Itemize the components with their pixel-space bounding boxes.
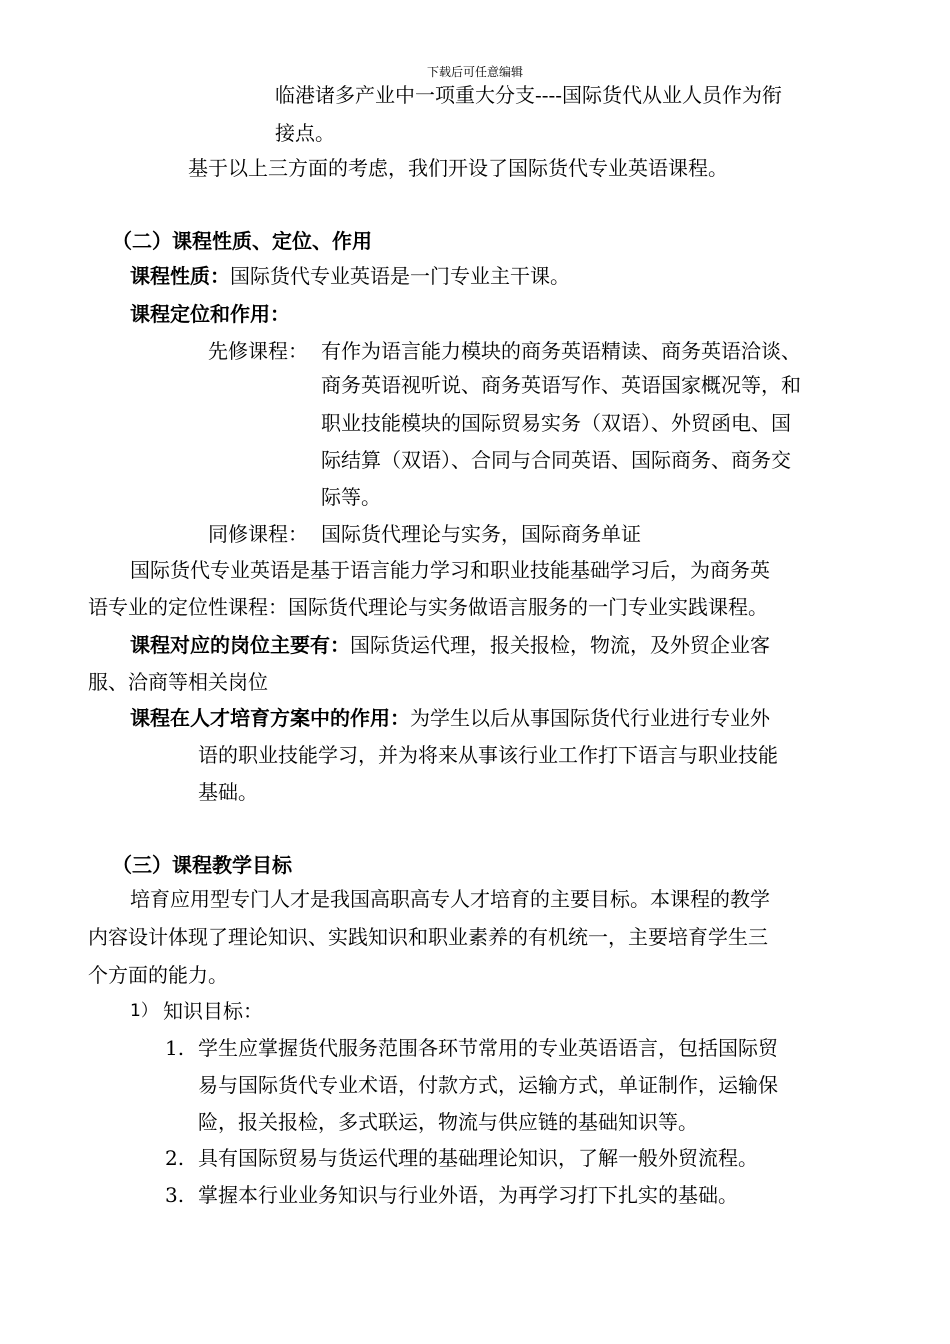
jobs-line-2: 服、洽商等相关岗位	[88, 670, 268, 694]
prereq-line-4: 际结算（双语）、合同与合同英语、国际商务、商务交	[321, 448, 791, 472]
s3-para-line-3: 个方面的能力。	[88, 963, 228, 987]
role-line-3: 基础。	[198, 780, 258, 804]
item-1-num: 1.	[165, 1036, 185, 1060]
item-2-line-1: 具有国际贸易与货运代理的基础理论知识，了解一般外贸流程。	[198, 1146, 758, 1170]
item-3-num: 3.	[165, 1183, 185, 1207]
item-2-num: 2.	[165, 1146, 185, 1170]
course-nature-label: 课程性质：	[130, 264, 230, 288]
role-text: 为学生以后从事国际货代行业进行专业外	[410, 706, 770, 730]
prereq-line-5: 际等。	[321, 485, 381, 509]
sub-1-title: 知识目标：	[163, 999, 263, 1023]
item-1-line-1: 学生应掌握货代服务范围各环节常用的专业英语语言，包括国际贸	[198, 1036, 778, 1060]
course-nature-text: 国际货代专业英语是一门专业主干课。	[230, 264, 570, 288]
course-nature	[130, 264, 570, 288]
prereq-line-3: 职业技能模块的国际贸易实务（双语）、外贸函电、国	[321, 411, 791, 435]
intro-line-1: 临港诸多产业中一项重大分支----国际货代从业人员作为衔	[275, 83, 783, 107]
para-1-line-1: 国际货代专业英语是基于语言能力学习和职业技能基础学习后，为商务英	[130, 558, 770, 582]
jobs-label: 课程对应的岗位主要有：	[130, 633, 350, 657]
prereq-line-1: 有作为语言能力模块的商务英语精读、商务英语洽谈、	[321, 339, 801, 363]
para-1-line-2: 语专业的定位性课程：国际货代理论与实务做语言服务的一门专业实践课程。	[88, 595, 768, 619]
jobs-text: 国际货运代理，报关报检，物流，及外贸企业客	[350, 633, 770, 657]
item-3-line-1: 掌握本行业业务知识与行业外语，为再学习打下扎实的基础。	[198, 1183, 738, 1207]
role-line-1	[130, 706, 770, 730]
section-3-heading: （三）课程教学目标	[112, 853, 292, 877]
intro-line-3: 基于以上三方面的考虑，我们开设了国际货代专业英语课程。	[188, 156, 728, 180]
item-1-line-2: 易与国际货代专业术语，付款方式，运输方式，单证制作，运输保	[198, 1073, 778, 1097]
page-header: 下载后可任意编辑	[426, 65, 523, 79]
section-2-heading: （二）课程性质、定位、作用	[112, 229, 372, 253]
role-label: 课程在人才培育方案中的作用：	[130, 706, 410, 730]
item-1-line-3: 险，报关报检，多式联运，物流与供应链的基础知识等。	[198, 1110, 698, 1134]
sub-1-num: 1）	[130, 1001, 158, 1021]
course-position-label: 课程定位和作用：	[130, 302, 290, 326]
intro-line-2: 接点。	[275, 121, 335, 145]
jobs-line-1	[130, 633, 770, 657]
coreq-text: 国际货代理论与实务，国际商务单证	[321, 522, 641, 546]
s3-para-line-2: 内容设计体现了理论知识、实践知识和职业素养的有机统一，主要培育学生三	[88, 925, 768, 949]
s3-para-line-1: 培育应用型专门人才是我国高职高专人才培育的主要目标。本课程的教学	[130, 887, 770, 911]
prereq-label: 先修课程：	[208, 339, 308, 363]
coreq-label: 同修课程：	[208, 522, 308, 546]
role-line-2: 语的职业技能学习，并为将来从事该行业工作打下语言与职业技能	[198, 743, 778, 767]
prereq-line-2: 商务英语视听说、商务英语写作、英语国家概况等，和	[321, 373, 801, 397]
